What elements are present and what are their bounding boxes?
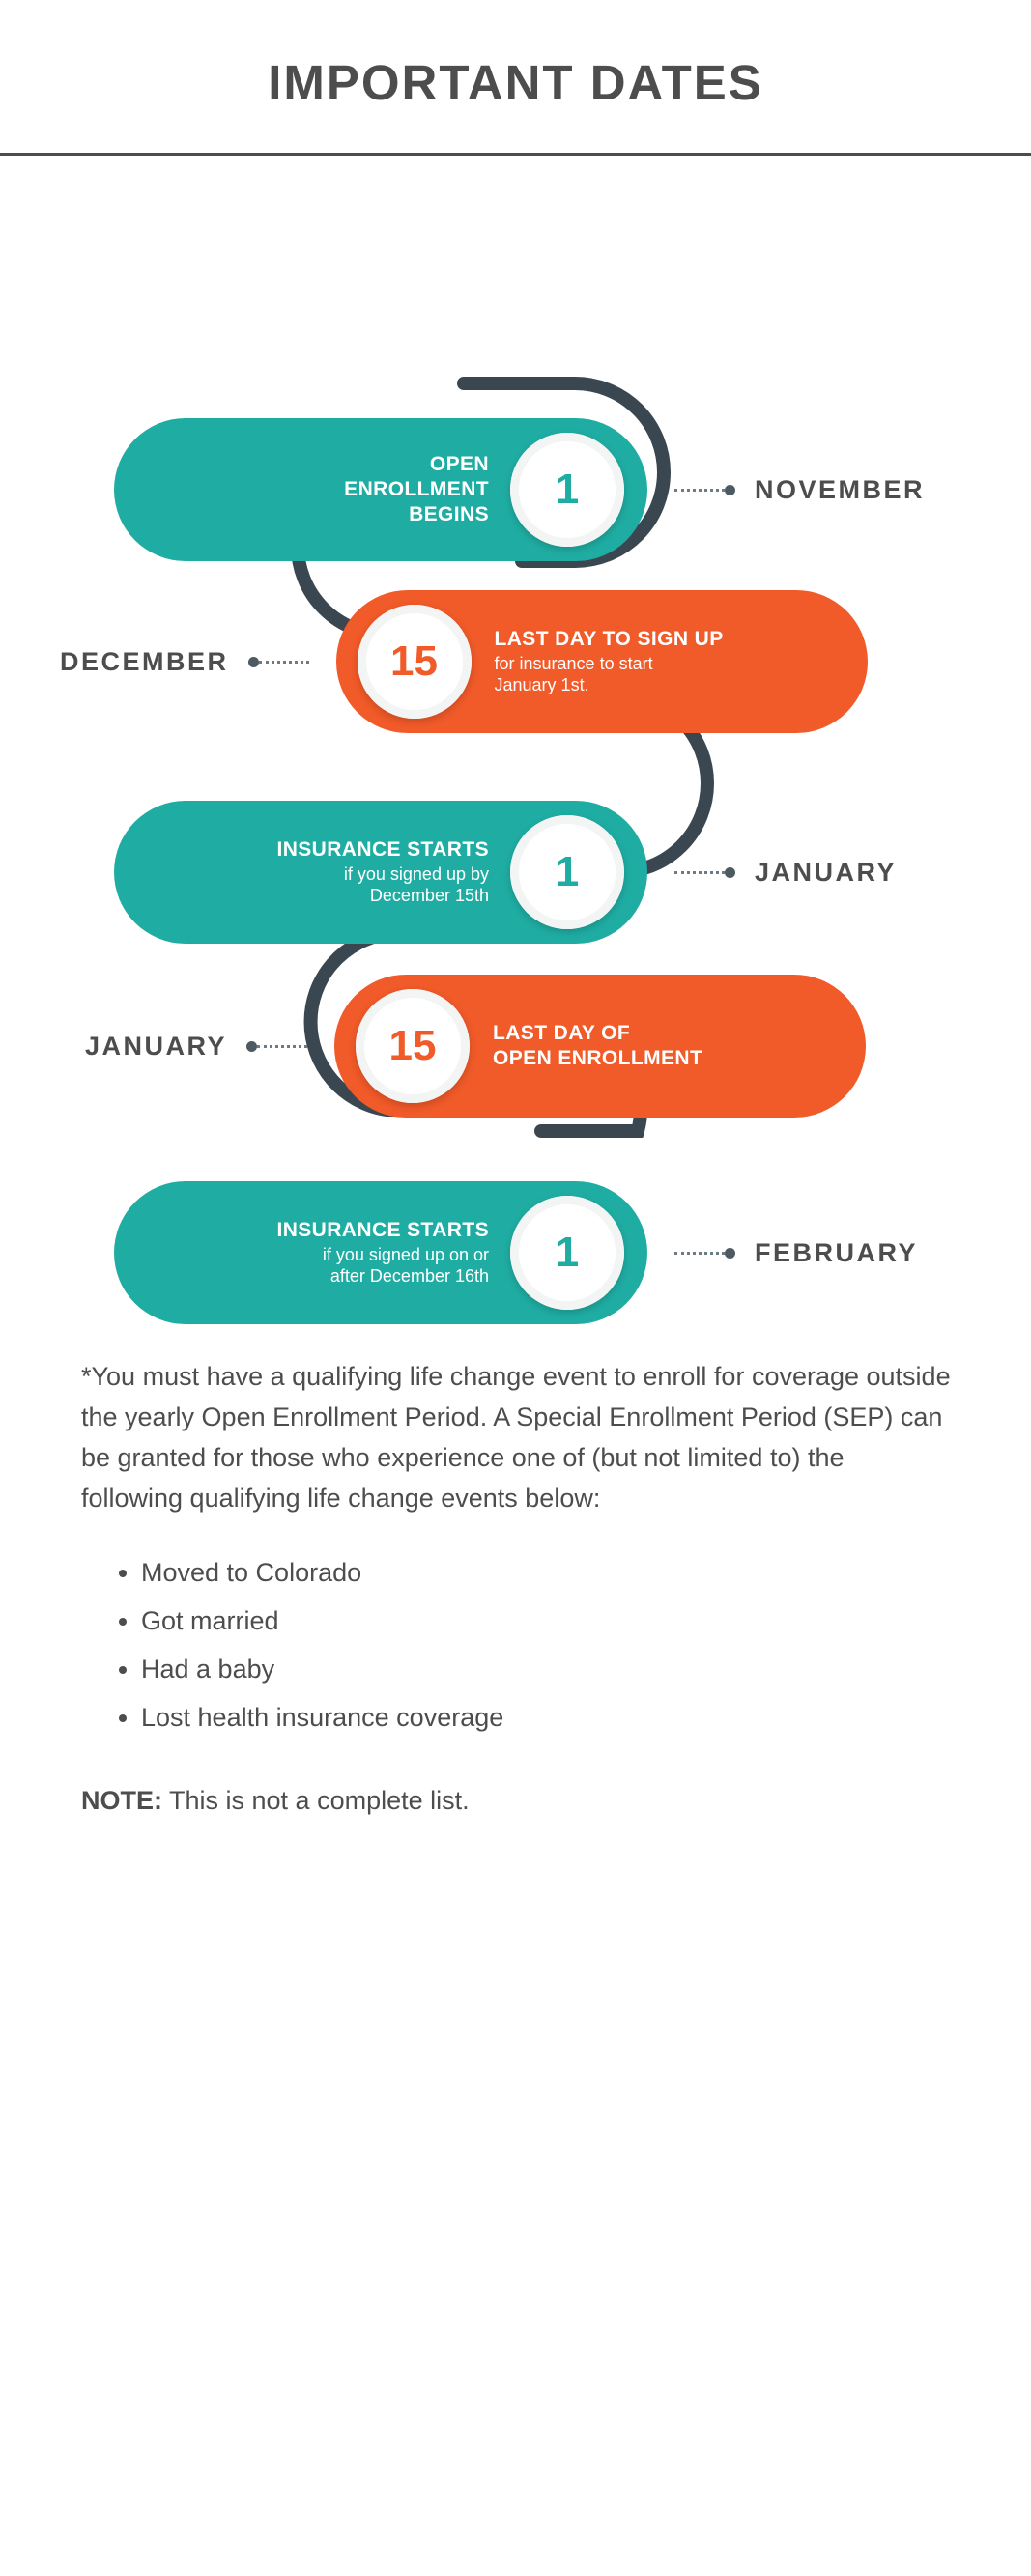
pill-heading-line2: ENROLLMENT <box>344 477 489 500</box>
connector-november <box>674 485 735 495</box>
dotted-line-february <box>674 1252 725 1255</box>
pill-subtext-line2: December 15th <box>369 886 489 906</box>
note-text: This is not a complete list. <box>162 1785 470 1815</box>
timeline-pill-november[interactable] <box>114 418 647 561</box>
connector-dot-december <box>248 657 259 667</box>
pill-heading-line1: INSURANCE STARTS <box>276 1219 489 1242</box>
timeline-pill-text-january-15 <box>493 1021 702 1072</box>
month-label-december: DECEMBER <box>60 646 229 676</box>
pill-heading-line1: LAST DAY TO SIGN UP <box>494 628 724 651</box>
timeline-pill-text-november <box>344 452 489 528</box>
pill-heading-line1: INSURANCE STARTS <box>276 838 489 862</box>
connector-dot-january-15 <box>246 1041 257 1052</box>
pill-heading-line3: BEGINS <box>409 503 489 526</box>
pill-heading-line2: OPEN ENROLLMENT <box>493 1047 703 1070</box>
timeline-pill-text-december <box>495 627 724 695</box>
day-badge-january-1: 1 <box>510 815 624 929</box>
day-badge-december: 15 <box>358 605 472 719</box>
timeline <box>0 156 1031 1287</box>
month-label-february: FEBRUARY <box>755 1237 919 1267</box>
list-item: • Had a baby <box>141 1650 951 1690</box>
pill-subtext-line2: after December 16th <box>329 1266 489 1287</box>
timeline-row-january-1[interactable] <box>114 801 897 944</box>
qualifying-events-list <box>81 1553 951 1738</box>
timeline-pill-text-january-1 <box>276 837 489 906</box>
list-item: • Got married <box>141 1601 951 1642</box>
connector-january-15 <box>246 1041 307 1052</box>
connector-dot-november <box>725 485 735 495</box>
footnote-block <box>81 1357 951 1822</box>
list-item: • Lost health insurance coverage <box>141 1698 951 1739</box>
dotted-line-december <box>259 661 309 664</box>
dotted-line-january-1 <box>674 871 725 874</box>
month-label-november: NOVEMBER <box>755 474 926 504</box>
month-label-january-1: JANUARY <box>755 857 898 887</box>
dotted-line-january-15 <box>257 1045 307 1048</box>
timeline-row-january-15[interactable] <box>85 975 866 1118</box>
pill-subtext-line2: January 1st. <box>494 675 589 695</box>
dotted-line-november <box>674 489 725 492</box>
timeline-pill-february[interactable] <box>114 1181 647 1324</box>
timeline-row-december[interactable] <box>60 590 868 733</box>
timeline-pill-december[interactable] <box>336 590 868 733</box>
footnote-paragraph: *You must have a qualifying life change event to enroll for coverage outside the yearly Open Enrollment Period. A Special Enrollment Period (SEP) can be granted for those who experience one of (but not limited to) the following qualifying life change events below: <box>81 1362 951 1513</box>
pill-subtext-line1: if you signed up on or <box>322 1244 489 1264</box>
month-label-january-15: JANUARY <box>85 1031 228 1061</box>
timeline-row-november[interactable] <box>114 418 925 561</box>
day-badge-january-15: 15 <box>356 989 470 1103</box>
timeline-pill-text-february <box>276 1218 489 1287</box>
connector-dot-january-1 <box>725 867 735 878</box>
pill-heading-line1: LAST DAY OF <box>493 1021 631 1044</box>
note-label: NOTE: <box>81 1785 162 1815</box>
pill-subtext-line1: for insurance to start <box>494 653 653 673</box>
day-badge-november: 1 <box>510 433 624 547</box>
pill-subtext-line1: if you signed up by <box>343 863 489 884</box>
day-badge-february: 1 <box>510 1196 624 1310</box>
timeline-pill-january-15[interactable] <box>334 975 866 1118</box>
timeline-row-february[interactable] <box>114 1181 918 1324</box>
pill-heading-line1: OPEN <box>429 452 489 475</box>
page-title: IMPORTANT DATES <box>268 55 763 110</box>
connector-january-1 <box>674 867 735 878</box>
connector-december <box>248 657 309 667</box>
note-line <box>81 1781 951 1822</box>
timeline-pill-january-1[interactable] <box>114 801 647 944</box>
connector-february <box>674 1248 735 1259</box>
page-header <box>0 0 1031 156</box>
connector-dot-february <box>725 1248 735 1259</box>
list-item: • Moved to Colorado <box>141 1553 951 1594</box>
